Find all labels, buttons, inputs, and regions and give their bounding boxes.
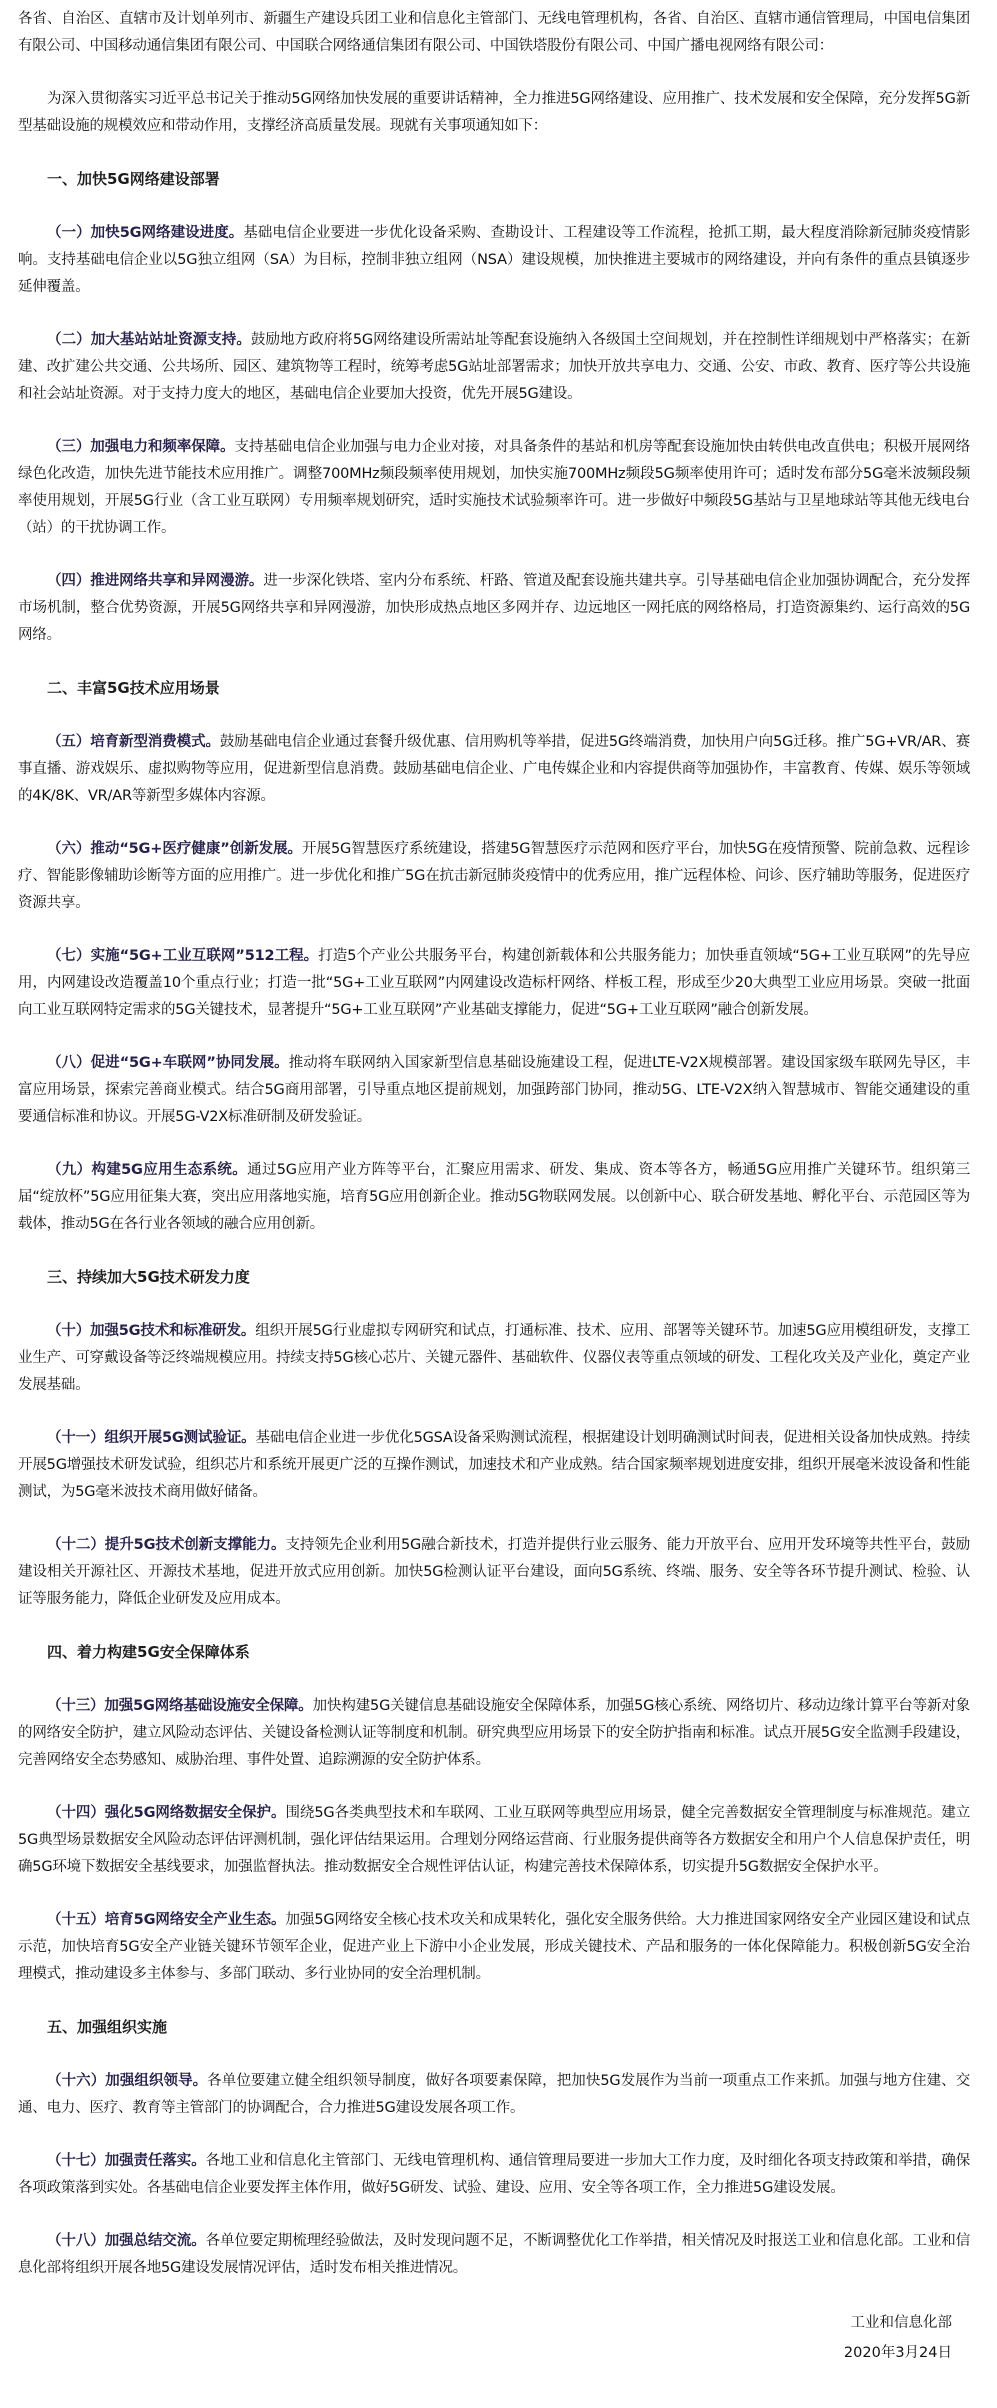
item-lead: （十四）强化5G网络数据安全保护。 bbox=[47, 1805, 286, 1821]
item-body: 组织开展5G行业虚拟专网研究和试点，打通标准、技术、应用、部署等关键环节。加速5G应用模组研发，支撑工业生产、可穿戴设备等泛终端规模应用。持续支持5G核心芯片、关键元器件、基础软件、仪器仪表等重点领域的研发、工程化攻关及产业化，奠定产业发展基础。 bbox=[18, 1323, 970, 1393]
item-body: 支持领先企业利用5G融合新技术，打造并提供行业云服务、能力开放平台、应用开发环境等共性平台，鼓励建设相关开源社区、开源技术基地，促进开放式应用创新。加快5G检测认证平台建设，面向5G系统、终端、服务、安全等各环节提升测试、检验、认证等服务能力，降低企业研发及应用成本。 bbox=[18, 1537, 971, 1607]
item-paragraph bbox=[18, 220, 970, 301]
section-heading: 一、加快5G网络建设部署 bbox=[47, 170, 220, 188]
section-heading: 三、持续加大5G技术研发力度 bbox=[47, 1268, 250, 1286]
addressee-paragraph: 各省、自治区、直辖市及计划单列市、新疆生产建设兵团工业和信息化主管部门、无线电管理机构，各省、自治区、直辖市通信管理局，中国电信集团有限公司、中国移动通信集团有限公司、中国联合网络通信集团有限公司、中国铁塔股份有限公司、中国广播电视网络有限公司： bbox=[18, 11, 970, 54]
item-paragraph bbox=[18, 327, 970, 408]
signature-block bbox=[18, 2308, 970, 2368]
item-lead: （九）构建5G应用生态系统。 bbox=[47, 1162, 248, 1178]
item-paragraph bbox=[18, 1693, 970, 1774]
issuer-name: 工业和信息化部 bbox=[850, 2315, 952, 2331]
item-body: 推动将车联网纳入国家新型信息基础设施建设工程，促进LTE-V2X规模部署。建设国家级车联网先导区，丰富应用场景，探索完善商业模式。结合5G商用部署，引导重点地区提前规划，加强跨部门协同，推动5G、LTE-V2X纳入智慧城市、智能交通建设的重要通信标准和协议。开展5G-V2X标准研制及研发验证。 bbox=[18, 1055, 970, 1125]
item-lead: （五）培育新型消费模式。 bbox=[47, 734, 220, 750]
item-body: 通过5G应用产业方阵等平台，汇聚应用需求、研发、集成、资本等各方，畅通5G应用推广关键环节。组织第三届“绽放杯”5G应用征集大赛，突出应用落地实施，培育5G应用创新企业。推动5G物联网发展。以创新中心、联合研发基地、孵化平台、示范园区等为载体，推动5G在各行业各领域的融合应用创新。 bbox=[18, 1162, 970, 1232]
item-lead: （十二）提升5G技术创新支撑能力。 bbox=[47, 1537, 286, 1553]
item-lead: （六）推动“5G+医疗健康”创新发展。 bbox=[47, 841, 303, 857]
item-body: 各单位要定期梳理经验做法，及时发现问题不足，不断调整优化工作举措，相关情况及时报送工业和信息化部。工业和信息化部将组织开展各地5G建设发展情况评估，适时发布相关推进情况。 bbox=[18, 2233, 970, 2276]
item-lead: （三）加强电力和频率保障。 bbox=[47, 439, 235, 455]
item-lead: （四）推进网络共享和异网漫游。 bbox=[47, 573, 264, 589]
item-paragraph bbox=[18, 1050, 970, 1131]
item-lead: （十三）加强5G网络基础设施安全保障。 bbox=[47, 1698, 313, 1714]
item-lead: （七）实施“5G+工业互联网”512工程。 bbox=[47, 948, 319, 964]
section-heading: 二、丰富5G技术应用场景 bbox=[47, 679, 220, 697]
item-body: 围绕5G各类典型技术和车联网、工业互联网等典型应用场景，健全完善数据安全管理制度与标准规范。建立5G典型场景数据安全风险动态评估评测机制，强化评估结果运用。合理划分网络运营商、行业服务提供商等各方数据安全和用户个人信息保护责任，明确5G环境下数据安全基线要求，加强监督执法。推动数据安全合规性评估认证，构建完善技术保障体系，切实提升5G数据安全保护水平。 bbox=[18, 1805, 971, 1875]
item-lead: （十）加强5G技术和标准研发。 bbox=[47, 1323, 256, 1339]
item-body: 各地工业和信息化主管部门、无线电管理机构、通信管理局要进一步加大工作力度，及时细化各项支持政策和举措，确保各项政策落到实处。各基础电信企业要发挥主体作用，做好5G研发、试验、建设、应用、安全等各项工作，全力推进5G建设发展。 bbox=[18, 2153, 970, 2196]
item-paragraph bbox=[18, 1318, 970, 1399]
item-lead: （十七）加强责任落实。 bbox=[47, 2153, 206, 2169]
item-lead: （二）加大基站站址资源支持。 bbox=[47, 332, 251, 348]
item-paragraph bbox=[18, 1800, 970, 1881]
intro-paragraph: 为深入贯彻落实习近平总书记关于推动5G网络加快发展的重要讲话精神，全力推进5G网络建设、应用推广、技术发展和安全保障，充分发挥5G新型基础设施的规模效应和带动作用，支撑经济高质量发展。现就有关事项通知如下： bbox=[18, 91, 970, 134]
item-body: 基础电信企业要进一步优化设备采购、查勘设计、工程建设等工作流程，抢抓工期，最大程度消除新冠肺炎疫情影响。支持基础电信企业以5G独立组网（SA）为目标，控制非独立组网（NSA）建设规模，加快推进主要城市的网络建设，并向有条件的重点县镇逐步延伸覆盖。 bbox=[18, 225, 970, 295]
section-heading: 四、着力构建5G安全保障体系 bbox=[47, 1643, 250, 1661]
item-body: 开展5G智慧医疗系统建设，搭建5G智慧医疗示范网和医疗平台，加快5G在疫情预警、院前急救、远程诊疗、智能影像辅助诊断等方面的应用推广。进一步优化和推广5G在抗击新冠肺炎疫情中的优秀应用，推广远程体检、问诊、医疗辅助等服务，促进医疗资源共享。 bbox=[18, 841, 970, 911]
item-paragraph bbox=[18, 943, 970, 1024]
item-paragraph bbox=[18, 836, 970, 917]
item-paragraph bbox=[18, 568, 970, 649]
item-paragraph bbox=[18, 1532, 970, 1613]
item-lead: （八）促进“5G+车联网”协同发展。 bbox=[47, 1055, 289, 1071]
item-body: 加快构建5G关键信息基础设施安全保障体系，加强5G核心系统、网络切片、移动边缘计算平台等新对象的网络安全防护，建立风险动态评估、关键设备检测认证等制度和机制。研究典型应用场景下的安全防护指南和标准。试点开展5G安全监测手段建设，完善网络安全态势感知、威胁治理、事件处置、追踪溯源的安全防护体系。 bbox=[18, 1698, 970, 1768]
item-paragraph bbox=[18, 2148, 970, 2202]
item-body: 鼓励基础电信企业通过套餐升级优惠、信用购机等举措，促进5G终端消费，加快用户向5G迁移。推广5G+VR/AR、赛事直播、游戏娱乐、虚拟购物等应用，促进新型信息消费。鼓励基础电信企业、广电传媒企业和内容提供商等加强协作，丰富教育、传媒、娱乐等领域的4K/8K、VR/AR等新型多媒体内容源。 bbox=[18, 734, 970, 804]
item-paragraph bbox=[18, 1425, 970, 1506]
item-paragraph bbox=[18, 434, 970, 542]
item-paragraph bbox=[18, 1907, 970, 1988]
item-body: 各单位要建立健全组织领导制度，做好各项要素保障，把加快5G发展作为当前一项重点工作来抓。加强与地方住建、交通、电力、医疗、教育等主管部门的协调配合，合力推进5G建设发展各项工作。 bbox=[18, 2073, 970, 2116]
item-body: 进一步深化铁塔、室内分布系统、杆路、管道及配套设施共建共享。引导基础电信企业加强协调配合，充分发挥市场机制，整合优势资源，开展5G网络共享和异网漫游，加快形成热点地区多网并存、边远地区一网托底的网络格局，打造资源集约、运行高效的5G网络。 bbox=[18, 573, 970, 643]
item-lead: （十八）加强总结交流。 bbox=[47, 2233, 206, 2249]
item-body: 支持基础电信企业加强与电力企业对接，对具备条件的基站和机房等配套设施加快由转供电改直供电；积极开展网络绿色化改造，加快先进节能技术应用推广。调整700MHz频段频率使用规划，加快实施700MHz频段5G频率使用许可；适时发布部分5G毫米波频段频率使用规划，开展5G行业（含工业互联网）专用频率规划研究，适时实施技术试验频率许可。进一步做好中频段5G基站与卫星地球站等其他无线电台（站）的干扰协调工作。 bbox=[18, 439, 970, 536]
item-body: 加强5G网络安全核心技术攻关和成果转化，强化安全服务供给。大力推进国家网络安全产业园区建设和试点示范，加快培育5G安全产业链关键环节领军企业，促进产业上下游中小企业发展，形成关键技术、产品和服务的一体化保障能力。积极创新5G安全治理模式，推动建设多主体参与、多部门联动、多行业协同的安全治理机制。 bbox=[18, 1912, 971, 1982]
item-paragraph bbox=[18, 2068, 970, 2122]
item-lead: （十六）加强组织领导。 bbox=[47, 2073, 208, 2089]
item-lead: （十五）培育5G网络安全产业生态。 bbox=[47, 1912, 286, 1928]
item-paragraph bbox=[18, 1157, 970, 1238]
item-body: 鼓励地方政府将5G网络建设所需站址等配套设施纳入各级国土空间规划，并在控制性详细规划中严格落实；在新建、改扩建公共交通、公共场所、园区、建筑物等工程时，统筹考虑5G站址部署需求；加快开放共享电力、交通、公安、市政、教育、医疗等公共设施和社会站址资源。对于支持力度大的地区，基础电信企业要加大投资，优先开展5G建设。 bbox=[18, 332, 970, 402]
item-lead: （十一）组织开展5G测试验证。 bbox=[47, 1430, 256, 1446]
item-body: 基础电信企业进一步优化5GSA设备采购测试流程，根据建设计划明确测试时间表，促进相关设备加快成熟。持续开展5G增强技术研发试验，组织芯片和系统开展更广泛的互操作测试，加速技术和产业成熟。结合国家频率规划进度安排，组织开展毫米波设备和性能测试，为5G毫米波技术商用做好储备。 bbox=[18, 1430, 970, 1500]
item-paragraph bbox=[18, 729, 970, 810]
section-heading: 五、加强组织实施 bbox=[47, 2018, 168, 2036]
issue-date: 2020年3月24日 bbox=[843, 2345, 952, 2361]
item-body: 打造5个产业公共服务平台，构建创新载体和公共服务能力；加快垂直领域“5G+工业互联网”的先导应用，内网建设改造覆盖10个重点行业；打造一批“5G+工业互联网”内网建设改造标杆网络、样板工程，形成至少20大典型工业应用场景。突破一批面向工业互联网特定需求的5G关键技术，显著提升“5G+工业互联网”产业基础支撑能力，促进“5G+工业互联网”融合创新发展。 bbox=[18, 948, 970, 1018]
item-lead: （一）加快5G网络建设进度。 bbox=[47, 225, 244, 241]
item-paragraph bbox=[18, 2228, 970, 2282]
